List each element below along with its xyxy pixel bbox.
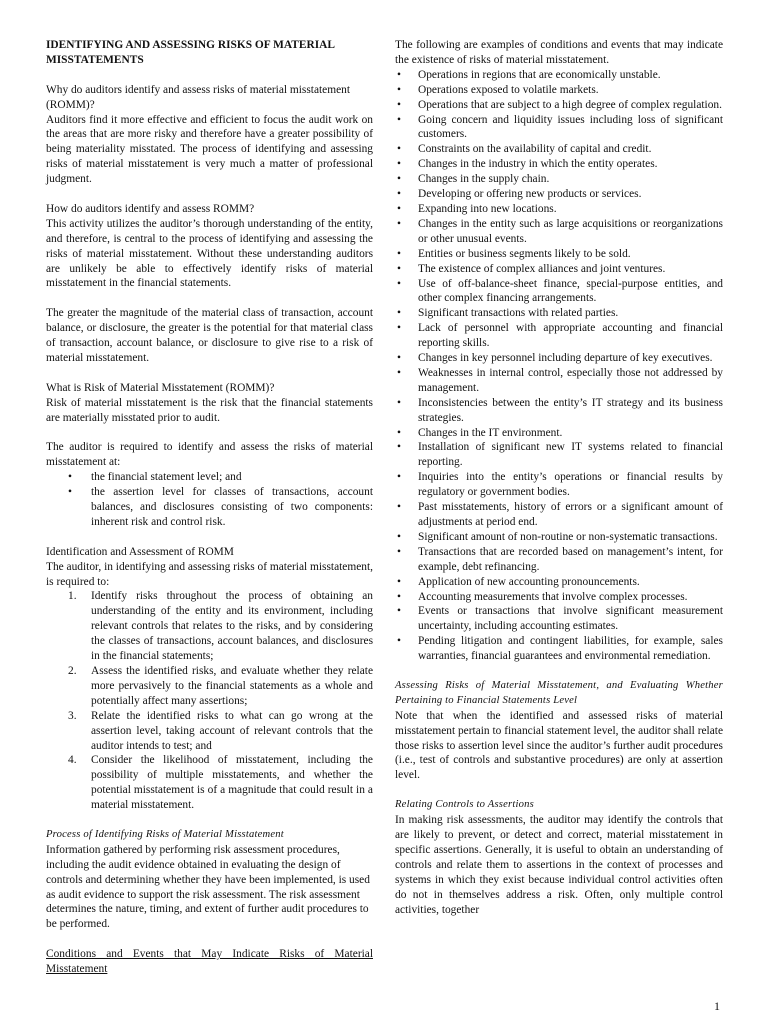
list-item: • Entities or business segments likely to be sold. [395, 247, 723, 262]
list-item: • Lack of personnel with appropriate accounting and financial reporting skills. [395, 321, 723, 351]
paragraph-examples-intro: The following are examples of conditions and events that may indicate the existence of risks of material misstatement. [395, 39, 723, 66]
question-how: How do auditors identify and assess ROMM? [46, 202, 255, 215]
paragraph-auditor-required: The auditor, in identifying and assessing risks of material misstatement, is required to: [46, 560, 373, 588]
list-item: 3. Relate the identified risks to what can go wrong at the assertion level, taking account of relevant controls that the auditor intends to test; and [68, 709, 373, 752]
list-item: • Pending litigation and contingent liabilities, for example, sales warranties, financial guarantees and environmental remediation. [395, 634, 723, 664]
list-item: • Changes in the entity such as large acquisitions or reorganizations or other unusual events. [395, 217, 723, 247]
list-item: • Going concern and liquidity issues including loss of significant customers. [395, 113, 723, 143]
list-item: • Inquiries into the entity’s operations or financial results by regulatory or government bodies. [395, 470, 723, 500]
right-column [395, 38, 723, 917]
heading-relating: Relating Controls to Assertions [395, 799, 534, 811]
levels-list [46, 470, 373, 530]
question-what: What is Risk of Material Misstatement (ROMM)? [46, 381, 275, 394]
list-item: • Events or transactions that involve significant measurement uncertainty, including accounting estimates. [395, 604, 723, 634]
list-item: • Changes in key personnel including departure of key executives. [395, 351, 723, 366]
list-item: 4. Consider the likelihood of misstatement, including the possibility of multiple misstatements, and whether the potential misstatement is of a magnitude that could result in a material misstatement. [68, 754, 373, 812]
list-item: • the financial statement level; and [46, 470, 373, 485]
list-item: • Changes in the industry in which the entity operates. [395, 157, 723, 172]
paragraph-why: Auditors find it more effective and efficient to focus the audit work on the areas that are more risky and therefore have a greater possibility of being materiality misstated. The process of identifying and assessing risks of material misstatement is very much a matter of professional judgment. [46, 113, 373, 186]
steps-list [46, 589, 373, 813]
list-item: 1. Identify risks throughout the process of obtaining an understanding of the entity and its environment, including relevant controls that relates to the risks, and by considering the classes of transactions, account balances, and disclosures in the financial statements; [68, 590, 373, 663]
list-item: • Operations in regions that are economically unstable. [395, 68, 723, 83]
heading-conditions: Conditions and Events that May Indicate Risks of Material Misstatement [46, 948, 373, 976]
paragraph-definition: Risk of material misstatement is the risk that the financial statements are materially misstated prior to audit. [46, 396, 373, 424]
list-item: 2. Assess the identified risks, and evaluate whether they relate more pervasively to the financial statements as a whole and potentially affect many assertions; [68, 664, 373, 707]
paragraph-process: Information gathered by performing risk assessment procedures, including the audit evidence obtained in evaluating the design of controls and determining whether they have been implemented, is used as audit evidence to support the risk assessment. The risk assessment determines the nature, timing, and extent of further audit procedures to be performed. [46, 843, 370, 931]
list-item: • Significant amount of non-routine or non-systematic transactions. [395, 530, 723, 545]
list-item: • Application of new accounting pronouncements. [395, 575, 723, 590]
list-item: • Use of off-balance-sheet finance, special-purpose entities, and other complex financing arrangements. [395, 277, 723, 307]
list-item: • Installation of significant new IT systems related to financial reporting. [395, 440, 723, 470]
list-item: • Accounting measurements that involve complex processes. [395, 590, 723, 605]
page-number: 1 [714, 999, 720, 1013]
left-column [46, 38, 373, 977]
list-item: • Operations exposed to volatile markets. [395, 83, 723, 98]
paragraph-how: This activity utilizes the auditor’s thorough understanding of the entity, and therefore, is central to the process of identifying and assessing the risks of material misstatement. Without these understanding auditors are unlikely be able to effectively identify risks of material misstatement in the financial statements. [46, 217, 373, 290]
heading-assessing: Assessing Risks of Material Misstatement, and Evaluating Whether Pertaining to Financial Statements Level [395, 679, 723, 706]
paragraph-magnitude: The greater the magnitude of the material class of transaction, account balance, or disclosure, the greater is the potential for that material class of transaction, account balance, or disclosure to give rise to a risk of material misstatement. [46, 307, 373, 364]
paragraph-required: The auditor is required to identify and assess the risks of material misstatement at: [46, 441, 373, 469]
list-item: • Changes in the supply chain. [395, 172, 723, 187]
paragraph-relating: In making risk assessments, the auditor may identify the controls that are likely to prevent, or detect and correct, material misstatement in specific assertions. Generally, it is useful to obtain an understanding of controls and relate them to assertions in the context of processes and systems in which they exist because individual control activities often do not in themselves address a risk. Often, only multiple control activities, together [395, 814, 723, 916]
list-item: • Operations that are subject to a high degree of complex regulation. [395, 98, 723, 113]
list-item: • Significant transactions with related parties. [395, 306, 723, 321]
list-item: • Developing or offering new products or services. [395, 187, 723, 202]
list-item: • Past misstatements, history of errors or a significant amount of adjustments at period end. [395, 500, 723, 530]
heading-identification: Identification and Assessment of ROMM [46, 545, 234, 558]
list-item: • Expanding into new locations. [395, 202, 723, 217]
list-item: • Transactions that are recorded based on management’s intent, for example, debt refinancing. [395, 545, 723, 575]
list-item: • Weaknesses in internal control, especially those not addressed by management. [395, 366, 723, 396]
examples-list [395, 68, 723, 664]
list-item: • Changes in the IT environment. [395, 426, 723, 441]
list-item: • The existence of complex alliances and joint ventures. [395, 262, 723, 277]
document-title: IDENTIFYING AND ASSESSING RISKS OF MATERIAL MISSTATEMENTS [46, 39, 335, 66]
list-item: • Inconsistencies between the entity’s IT strategy and its business strategies. [395, 396, 723, 426]
heading-process: Process of Identifying Risks of Material Misstatement [46, 828, 284, 840]
question-why: Why do auditors identify and assess risks of material misstatement (ROMM)? [46, 83, 351, 111]
list-item: • Constraints on the availability of capital and credit. [395, 142, 723, 157]
paragraph-assessing: Note that when the identified and assessed risks of material misstatement pertain to financial statement level, the auditor shall relate those risks to assertion level since the auditor’s further audit procedures (i.e., test of controls and substantive procedures) are only at assertion level. [395, 709, 723, 782]
list-item: • the assertion level for classes of transactions, account balances, and disclosures consisting of two components: inherent risk and control risk. [46, 485, 373, 530]
